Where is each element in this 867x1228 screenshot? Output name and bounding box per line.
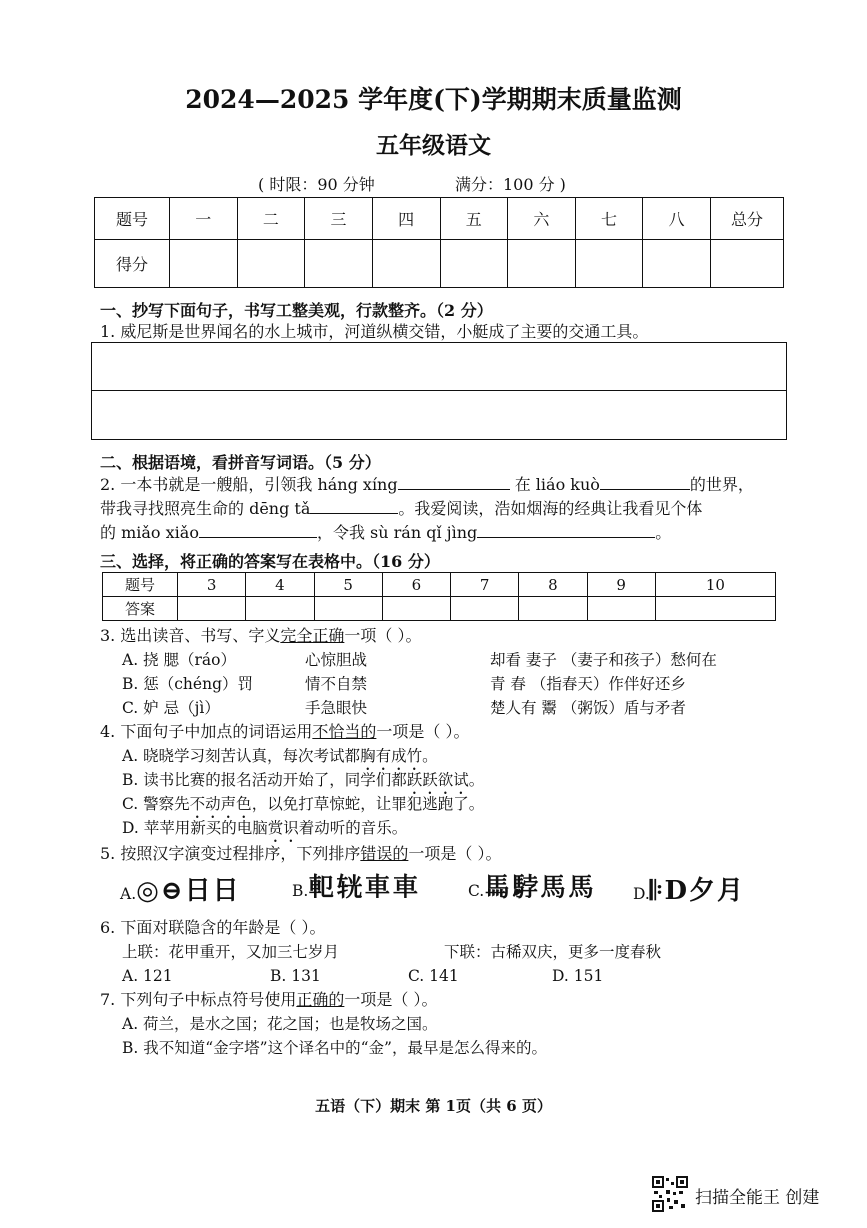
q2-text: 在 liáo kuò (514, 475, 600, 494)
q4-text: 着动听的音乐。 (298, 819, 408, 837)
answer-cell (178, 597, 246, 621)
score-col-8: 八 (643, 198, 711, 240)
q5-label: D. (633, 885, 650, 903)
q7-stem-text: 一项是（ ）。 (344, 990, 438, 1009)
q3-option-b-3: 青 春 （指春天）作伴好还乡 (490, 675, 686, 693)
q6-couplet-down: 下联：古稀双庆，更多一度春秋 (444, 943, 662, 961)
q3-option-b-2: 情不自禁 (305, 675, 368, 693)
score-col-2: 二 (237, 198, 305, 240)
question-7-stem (100, 988, 437, 1012)
score-cell (575, 240, 643, 288)
q3-stem-text: 3. 选出读音、书写、字义 (100, 626, 281, 645)
q5-glyphs-che: 𨊠𨐈車車 (308, 873, 421, 903)
exam-subtitle: 五年级语文 (376, 132, 491, 159)
q6-option-c: C. 141 (408, 967, 459, 985)
writing-box-divider (92, 390, 786, 391)
answer-col-7: 7 (451, 573, 519, 597)
q4-stem-text: 一项是（ ）。 (376, 722, 470, 741)
q5-option-b (292, 870, 420, 903)
answer-cell (451, 597, 519, 621)
question-3-stem (100, 624, 421, 648)
q3-option-c-2: 手急眼快 (305, 699, 368, 717)
page-footer: 五语（下）期末 第 1页（共 6 页） (315, 1097, 552, 1115)
question-6-stem: 6. 下面对联隐含的年龄是（ ）。 (100, 918, 326, 937)
score-table-label-number: 题号 (95, 198, 170, 240)
score-col-4: 四 (372, 198, 440, 240)
q4-stem-text: 4. 下面句子中加点的词语运用 (100, 722, 313, 741)
time-limit: ( 时限：90 分钟 (258, 175, 375, 194)
answer-blank (477, 521, 655, 538)
answer-blank (398, 473, 510, 490)
q5-glyphs-ri: ◎⊖日日 (136, 876, 241, 906)
q5-label: A. (120, 885, 137, 903)
answer-blank (600, 473, 690, 490)
q2-text: ，令我 sù rán qǐ jìng (316, 523, 478, 542)
answer-col-4: 4 (246, 573, 314, 597)
question-4-stem (100, 720, 469, 744)
q2-text: 的世界， (689, 475, 754, 494)
q5-stem-text: 一项是（ ）。 (408, 844, 502, 863)
q5-option-c (468, 870, 596, 903)
q3-option-c-1: C. 妒 忌（jì） (122, 699, 220, 717)
q4-text: C. 警察先 (122, 795, 190, 813)
score-col-6: 六 (508, 198, 576, 240)
q4-dotted-word: 胸有成竹 (360, 747, 423, 765)
copy-writing-box (91, 342, 787, 440)
q6-option-b: B. 131 (270, 967, 321, 985)
question-5-stem (100, 842, 501, 866)
answer-col-5: 5 (314, 573, 382, 597)
score-col-total: 总分 (711, 198, 784, 240)
q4-text: B. 读书比赛的报名活动开始了，同学们都 (122, 771, 407, 789)
answer-cell (314, 597, 382, 621)
answer-col-6: 6 (382, 573, 450, 597)
score-cell (711, 240, 784, 288)
q2-text: 。我爱阅读，浩如烟海的经典让我看见个体 (398, 499, 703, 518)
answer-blank (199, 521, 317, 538)
score-cell (170, 240, 238, 288)
answer-table-label-number: 题号 (103, 573, 178, 597)
score-col-3: 三 (305, 198, 373, 240)
score-cell (643, 240, 711, 288)
answer-col-8: 8 (519, 573, 587, 597)
q3-option-b-1: B. 惩（chéng）罚 (122, 675, 253, 693)
q2-text: 的 miǎo xiǎo (100, 523, 199, 542)
answer-cell (587, 597, 655, 621)
answer-cell (655, 597, 775, 621)
q2-text: 带我寻找照亮生命的 dēng tǎ (100, 499, 311, 518)
score-col-1: 一 (170, 198, 238, 240)
q4-stem-underlined: 不恰当的 (312, 722, 377, 741)
q7-option-a: A. 荷兰，是水之国；花之国；也是牧场之国。 (122, 1015, 438, 1033)
q7-stem-text: 7. 下列句子中标点符号使用 (100, 990, 297, 1009)
q2-text: 。 (655, 523, 672, 542)
score-cell (237, 240, 305, 288)
exam-time-info (258, 172, 566, 195)
q6-option-a: A. 121 (122, 967, 173, 985)
score-col-5: 五 (440, 198, 508, 240)
answer-table (102, 572, 776, 621)
q3-stem-underlined: 完全正确 (280, 626, 345, 645)
q4-dotted-word: 不动声色 (189, 795, 252, 813)
q3-option-c-3: 楚人有 鬻 （粥饭）盾与矛者 (490, 699, 686, 717)
q6-option-d: D. 151 (552, 967, 604, 985)
q5-glyphs-yue: 𝄆D夕月 (649, 876, 745, 906)
q5-stem-underlined: 错误的 (360, 844, 409, 863)
section3-heading: 三、选择，将正确的答案写在表格中。（16 分） (100, 552, 440, 571)
q5-label: B. (292, 882, 309, 900)
score-cell (508, 240, 576, 288)
section2-heading: 二、根据语境，看拼音写词语。（5 分） (100, 453, 381, 472)
score-col-7: 七 (575, 198, 643, 240)
answer-col-9: 9 (587, 573, 655, 597)
full-score: 满分：100 分 ) (454, 175, 566, 194)
q4-text: ，以免打草惊蛇，让罪犯逃跑了。 (251, 795, 485, 813)
answer-table-label-answer: 答案 (103, 597, 178, 621)
section1-heading: 一、抄写下面句子，书写工整美观，行款整齐。（2 分） (100, 301, 493, 320)
answer-blank (310, 497, 398, 514)
answer-col-3: 3 (178, 573, 246, 597)
score-table (94, 197, 784, 288)
q6-couplet-up: 上联：花甲重开，又加三七岁月 (122, 943, 340, 961)
q3-option-a-2: 心惊胆战 (305, 651, 368, 669)
score-table-label-score: 得分 (95, 240, 170, 288)
score-cell (372, 240, 440, 288)
question-2-line3 (100, 521, 671, 545)
q7-stem-underlined: 正确的 (296, 990, 345, 1009)
answer-cell (519, 597, 587, 621)
q4-text: 。 (422, 747, 438, 765)
q5-label: C. (468, 882, 485, 900)
q5-option-d (633, 870, 745, 907)
answer-cell (246, 597, 314, 621)
question-2-line1 (100, 473, 754, 497)
q2-text: 2. 一本书就是一艘船，引领我 háng xíng (100, 475, 398, 494)
question-2-line2 (100, 497, 702, 521)
q4-text: D. 苹苹用新买的电脑 (122, 819, 268, 837)
q4-dotted-word: 跃跃欲试 (406, 771, 469, 789)
q5-stem-text: 5. 按照汉字演变过程排序，下列排序 (100, 844, 361, 863)
q3-stem-text: 一项（ ）。 (344, 626, 422, 645)
answer-col-10: 10 (655, 573, 775, 597)
exam-title: 2024—2025 学年度(下)学期期末质量监测 (185, 85, 682, 114)
q3-option-a-1: A. 挠 腮（ráo） (122, 651, 236, 669)
q5-option-a (120, 870, 241, 907)
qr-code-icon (652, 1176, 688, 1212)
score-cell (305, 240, 373, 288)
q4-text: A. 晓晓学习刻苦认真，每次考试都 (122, 747, 361, 765)
answer-cell (382, 597, 450, 621)
q3-option-a-3: 却看 妻子 （妻子和孩子）愁何在 (490, 651, 717, 669)
q5-glyphs-ma: 𩡧𩣡馬馬 (484, 873, 597, 903)
q4-dotted-word: 赏识 (267, 819, 299, 837)
scanner-watermark: 扫描全能王 创建 (695, 1188, 820, 1208)
q4-text: 。 (468, 771, 485, 789)
q7-option-b: B. 我不知道“金字塔”这个译名中的“金”，最早是怎么得来的。 (122, 1039, 547, 1057)
score-cell (440, 240, 508, 288)
question-1: 1. 威尼斯是世界闻名的水上城市，河道纵横交错，小艇成了主要的交通工具。 (100, 322, 649, 341)
